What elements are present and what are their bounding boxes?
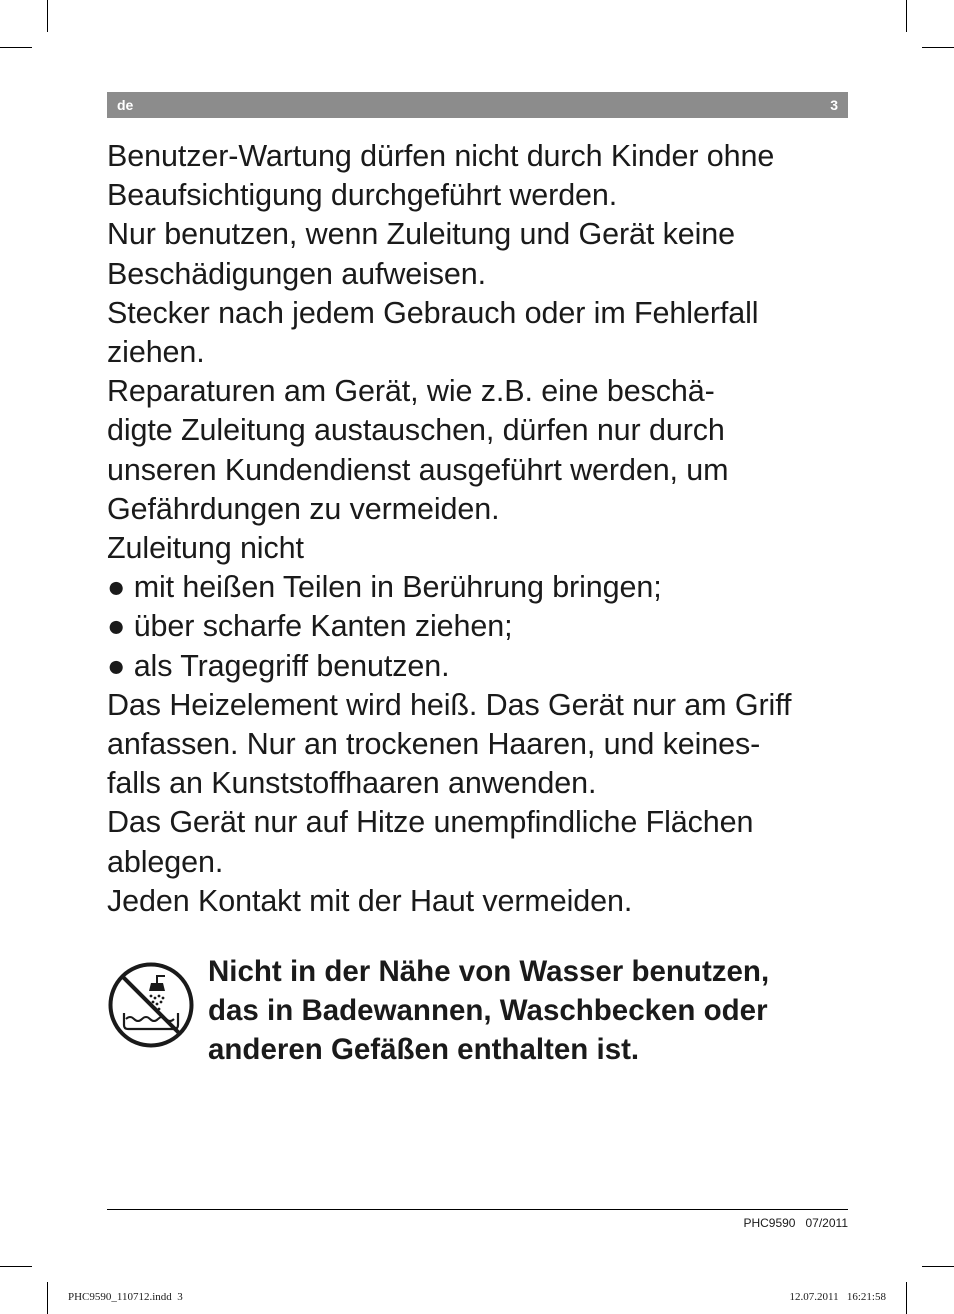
crop-mark	[922, 1266, 954, 1267]
crop-mark	[0, 47, 32, 48]
warning-text	[208, 952, 769, 1070]
text-line: ablegen.	[107, 844, 224, 879]
text-line: Jeden Kontakt mit der Haut vermeiden.	[107, 883, 633, 918]
footer-model-info	[743, 1216, 848, 1230]
crop-mark	[922, 47, 954, 48]
text-line: Gefährdungen zu vermeiden.	[107, 491, 500, 526]
page-number: 3	[830, 97, 838, 113]
warning-line: das in Badewannen, Waschbecken oder	[208, 994, 768, 1028]
text-line: Beschädigungen aufweisen.	[107, 256, 487, 291]
safety-instructions-text	[107, 137, 852, 921]
text-line: anfassen. Nur an trockenen Haaren, und keines-	[107, 727, 761, 762]
crop-mark	[0, 1266, 32, 1267]
text-line: ziehen.	[107, 335, 205, 370]
warning-line: anderen Gefäßen enthalten ist.	[208, 1033, 640, 1067]
warning-line: Nicht in der Nähe von Wasser benutzen,	[208, 955, 770, 988]
text-line: Beaufsichtigung durchgeführt werden.	[107, 178, 618, 213]
text-line: Nur benutzen, wenn Zuleitung und Gerät keine	[107, 217, 736, 252]
bullet-item: ● mit heißen Teilen in Berührung bringen;	[107, 570, 662, 605]
model-number: PHC9590	[743, 1216, 796, 1230]
crop-mark	[47, 1282, 48, 1314]
slug-time: 16:21:58	[846, 1291, 886, 1303]
slug-page: 3	[177, 1291, 183, 1303]
text-line: digte Zuleitung austauschen, dürfen nur durch	[107, 413, 725, 448]
edition-date: 07/2011	[805, 1216, 848, 1230]
crop-mark	[47, 0, 48, 32]
crop-mark	[906, 1282, 907, 1314]
text-line: Zuleitung nicht	[107, 531, 304, 566]
no-water-bath-icon	[107, 961, 195, 1049]
text-line: Das Heizelement wird heiß. Das Gerät nur am Griff	[107, 687, 792, 722]
bullet-item: ● als Tragegriff benutzen.	[107, 648, 450, 683]
slug-date: 12.07.2011	[789, 1291, 839, 1303]
language-code: de	[117, 97, 134, 113]
text-line: Reparaturen am Gerät, wie z.B. eine beschä-	[107, 374, 715, 409]
bullet-item: ● über scharfe Kanten ziehen;	[107, 609, 513, 644]
text-line: Das Gerät nur auf Hitze unempfindliche Flächen	[107, 805, 754, 840]
crop-mark	[906, 0, 907, 32]
footer-divider	[107, 1209, 848, 1210]
print-slug-timestamp	[790, 1291, 886, 1303]
text-line: Benutzer-Wartung dürfen nicht durch Kinder ohne	[107, 139, 775, 173]
print-slug-file	[68, 1291, 183, 1303]
text-line: Stecker nach jedem Gebrauch oder im Fehlerfall	[107, 295, 759, 330]
slug-filename: PHC9590_110712.indd	[68, 1291, 172, 1303]
page-header-bar	[107, 92, 848, 118]
text-line: unseren Kundendienst ausgeführt werden, um	[107, 452, 729, 487]
water-warning	[107, 952, 852, 1082]
text-line: falls an Kunststoffhaaren anwenden.	[107, 766, 597, 801]
